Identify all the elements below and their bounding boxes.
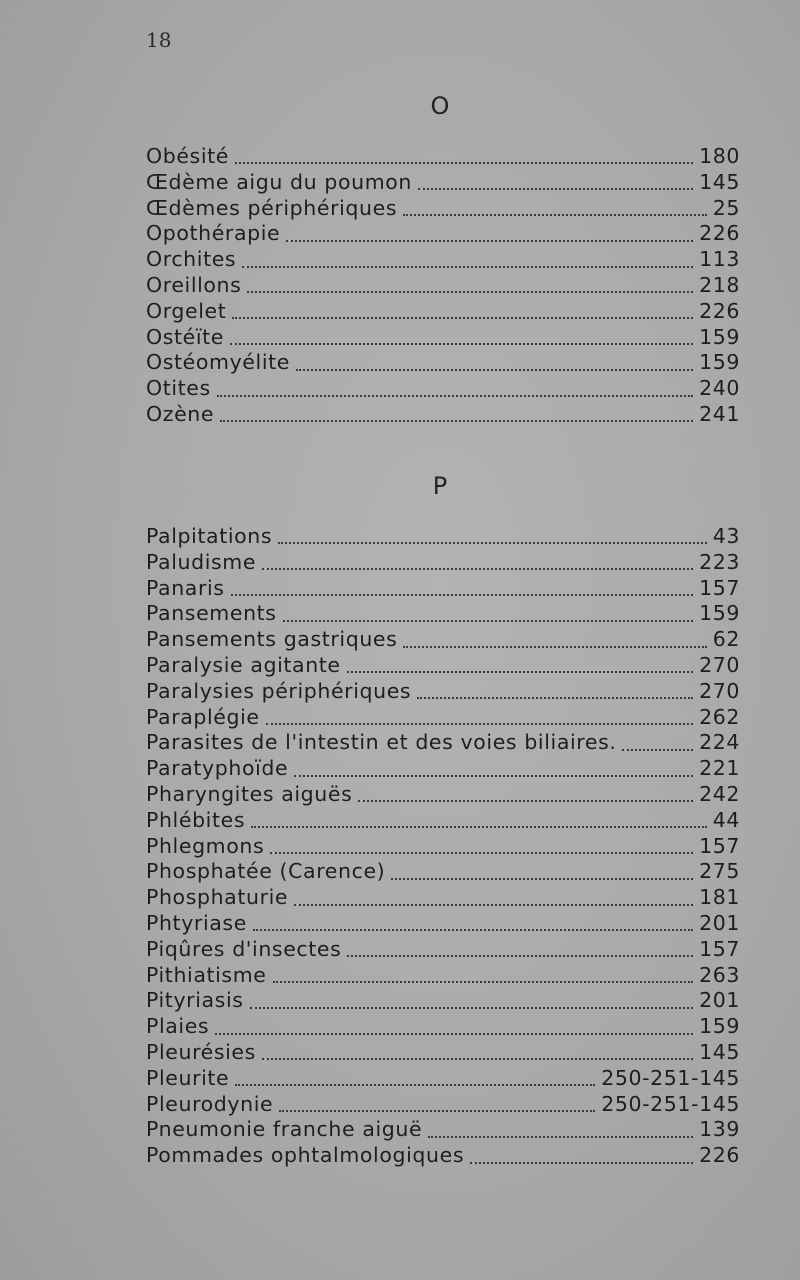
entry-term: Phosphatée (Carence) [146,859,386,884]
entry-term: Pityriasis [146,988,244,1013]
index-entry [146,756,740,782]
index-entry [146,221,740,247]
entry-term: Œdèmes périphériques [146,195,398,220]
entry-page-reference: 226 [699,221,740,246]
entry-page-reference: 270 [699,678,740,703]
index-entry [146,601,740,627]
entry-term: Ostéïte [146,324,225,349]
index-list-p [146,524,740,1169]
entry-page-reference: 145 [699,1039,740,1064]
entry-page-reference: 226 [699,1143,740,1168]
dot-leader [347,670,693,673]
index-entry [146,782,740,808]
dot-leader [253,928,693,931]
dot-leader [294,903,693,906]
entry-page-reference: 250-251-145 [601,1065,740,1090]
entry-term: Phlegmons [146,833,265,858]
index-entry [146,376,740,402]
dot-leader [283,619,693,622]
entry-term: Œdème aigu du poumon [146,169,413,194]
dot-leader [220,419,693,422]
dot-leader [347,954,693,957]
entry-term: Pansements [146,601,277,626]
section-letter-o: O [430,92,450,120]
index-entry [146,170,740,196]
entry-page-reference: 218 [699,272,740,297]
entry-page-reference: 223 [699,549,740,574]
entry-term: Pleurodynie [146,1091,274,1116]
dot-leader [232,316,693,319]
entry-page-reference: 159 [699,601,740,626]
dot-leader [358,799,693,802]
entry-term: Obésité [146,144,229,168]
entry-page-reference: 263 [699,962,740,987]
entry-page-reference: 262 [699,704,740,729]
entry-term: Paratyphoïde [146,756,289,781]
index-entry [146,937,740,963]
entry-term: Piqûres d'insectes [146,936,342,961]
entry-page-reference: 201 [699,988,740,1013]
dot-leader [296,368,693,371]
dot-leader [286,239,693,242]
entry-page-reference: 201 [699,910,740,935]
entry-page-reference: 145 [699,169,740,194]
entry-page-reference: 181 [699,885,740,910]
page-number: 18 [146,28,172,52]
index-entry [146,1143,740,1169]
entry-page-reference: 44 [712,807,740,832]
entry-page-reference: 157 [699,833,740,858]
entry-term: Panaris [146,575,225,600]
entry-page-reference: 25 [712,195,740,220]
entry-term: Palpitations [146,524,273,548]
dot-leader [262,1057,693,1060]
dot-leader [266,722,693,725]
entry-term: Pleurésies [146,1039,256,1064]
entry-page-reference: 159 [699,324,740,349]
entry-page-reference: 113 [699,247,740,272]
dot-leader [215,1032,693,1035]
entry-page-reference: 139 [699,1117,740,1142]
index-entry [146,963,740,989]
section-letter-p: P [432,472,448,500]
entry-term: Paralysie agitante [146,652,341,677]
entry-term: Pneumonie franche aiguë [146,1117,423,1142]
index-entry [146,350,740,376]
dot-leader [251,825,707,828]
index-entry [146,196,740,222]
dot-leader [418,187,693,190]
index-entry [146,550,740,576]
dot-leader [270,851,693,854]
index-entry [146,808,740,834]
entry-page-reference: 159 [699,1014,740,1039]
index-entry [146,402,740,428]
dot-leader [250,1006,694,1009]
index-entry [146,144,740,170]
dot-leader [235,1083,595,1086]
entry-term: Ostéomyélite [146,350,290,375]
entry-term: Otites [146,376,211,401]
entry-term: Pommades ophtalmologiques [146,1143,465,1168]
entry-page-reference: 240 [699,376,740,401]
entry-term: Plaies [146,1014,210,1039]
dot-leader [217,394,693,397]
dot-leader [230,342,693,345]
entry-term: Paraplégie [146,704,260,729]
dot-leader [279,1109,595,1112]
entry-page-reference: 242 [699,781,740,806]
dot-leader [278,541,707,544]
entry-page-reference: 157 [699,936,740,961]
dot-leader [247,290,693,293]
entry-page-reference: 275 [699,859,740,884]
index-entry [146,1117,740,1143]
entry-term: Phlébites [146,807,246,832]
entry-term: Paludisme [146,549,257,574]
entry-page-reference: 62 [712,627,740,652]
dot-leader [294,774,693,777]
index-entry [146,576,740,602]
index-entry [146,834,740,860]
index-entry [146,730,740,756]
entry-page-reference: 241 [699,401,740,426]
index-entry [146,705,740,731]
index-entry [146,325,740,351]
entry-page-reference: 224 [699,730,740,755]
entry-term: Phtyriase [146,910,247,935]
entry-term: Phosphaturie [146,885,289,910]
entry-term: Ozène [146,401,215,426]
dot-leader [417,696,693,699]
entry-term: Parasites de l'intestin et des voies biliaires. [146,730,617,755]
entry-term: Opothérapie [146,221,281,246]
dot-leader [235,161,693,164]
index-entry [146,524,740,550]
entry-term: Orgelet [146,298,227,323]
entry-page-reference: 270 [699,652,740,677]
entry-page-reference: 250-251-145 [601,1091,740,1116]
dot-leader [403,645,706,648]
index-entry [146,859,740,885]
entry-term: Pharyngites aiguës [146,781,353,806]
dot-leader [391,877,693,880]
index-entry [146,679,740,705]
entry-term: Oreillons [146,272,242,297]
index-entry [146,247,740,273]
dot-leader [470,1161,693,1164]
index-entry [146,299,740,325]
dot-leader [273,980,694,983]
entry-term: Orchites [146,247,237,272]
entry-page-reference: 43 [712,524,740,548]
index-list-o [146,144,740,428]
entry-page-reference: 226 [699,298,740,323]
index-entry [146,653,740,679]
dot-leader [622,748,693,751]
entry-page-reference: 221 [699,756,740,781]
index-entry [146,273,740,299]
index-entry [146,885,740,911]
entry-page-reference: 180 [699,144,740,168]
index-entry [146,627,740,653]
index-entry [146,1092,740,1118]
entry-page-reference: 159 [699,350,740,375]
entry-term: Pansements gastriques [146,627,398,652]
dot-leader [262,567,693,570]
entry-term: Pleurite [146,1065,230,1090]
dot-leader [403,213,707,216]
index-entry [146,988,740,1014]
entry-term: Pithiatisme [146,962,267,987]
index-entry [146,1040,740,1066]
entry-term: Paralysies périphériques [146,678,412,703]
index-entry [146,1066,740,1092]
dot-leader [428,1135,693,1138]
entry-page-reference: 157 [699,575,740,600]
index-entry [146,911,740,937]
dot-leader [242,265,693,268]
dot-leader [231,593,694,596]
index-entry [146,1014,740,1040]
